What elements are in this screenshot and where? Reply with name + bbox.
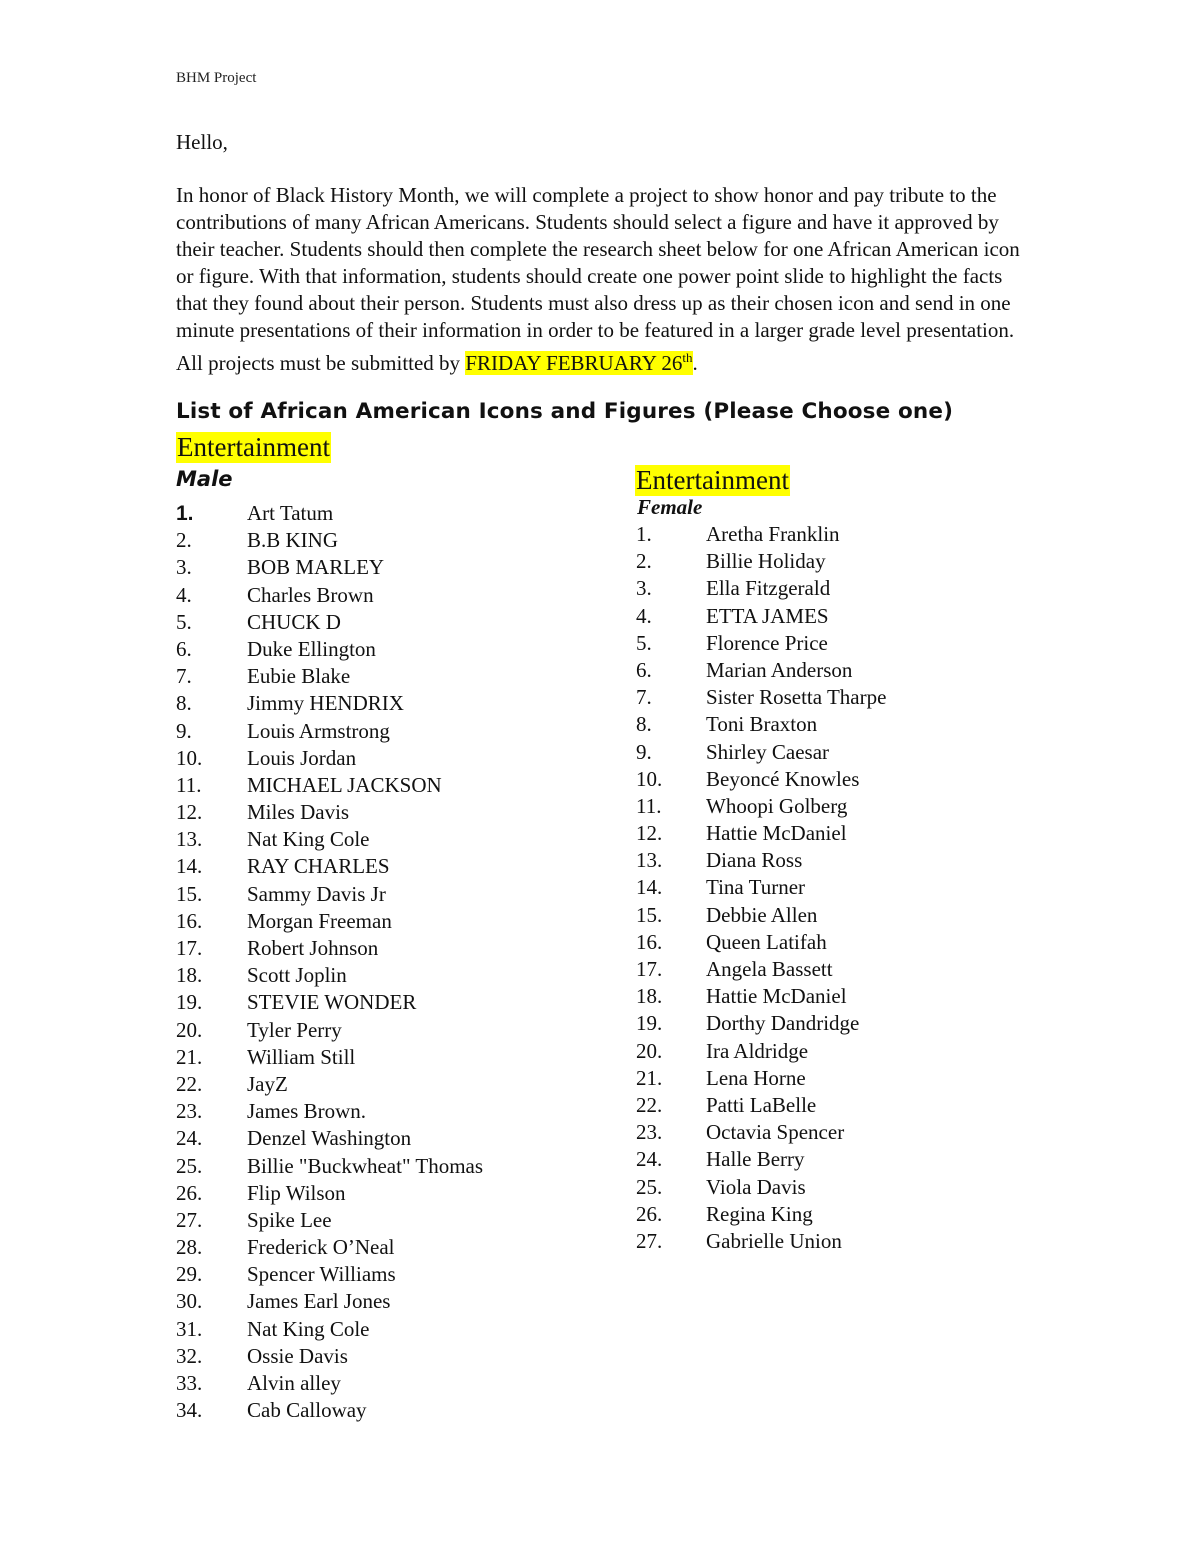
list-item	[636, 1038, 886, 1065]
list-item	[636, 1119, 886, 1146]
list-item	[636, 793, 886, 820]
list-item-number: 7.	[176, 664, 192, 689]
list-item	[636, 1146, 886, 1173]
list-item-number: 30.	[176, 1289, 203, 1314]
list-item-number: 3.	[636, 576, 652, 601]
list-item-number: 19.	[176, 990, 203, 1015]
list-item	[176, 1343, 483, 1370]
list-item-number: 27.	[636, 1228, 663, 1253]
list-item-number: 26.	[636, 1201, 663, 1226]
list-item-name: Alvin alley	[247, 1371, 341, 1395]
list-item-name: Hattie McDaniel	[706, 821, 847, 846]
list-item	[176, 1397, 483, 1424]
list-item	[636, 1065, 886, 1092]
list-item	[636, 929, 886, 956]
list-item	[176, 799, 483, 826]
list-item	[176, 908, 483, 935]
list-item	[176, 935, 483, 962]
list-item-name: Billie Holiday	[706, 549, 826, 574]
list-item	[176, 826, 483, 853]
list-item-number: 27.	[176, 1207, 203, 1232]
list-item-number: 4.	[636, 603, 652, 628]
list-item	[636, 684, 886, 711]
list-item-number: 22.	[176, 1071, 203, 1096]
page-header: BHM Project	[176, 70, 257, 86]
list-item-name: Angela Bassett	[706, 957, 833, 981]
list-item-number: 11.	[176, 772, 202, 797]
list-item	[176, 853, 483, 880]
list-item-number: 23.	[176, 1099, 203, 1124]
list-item	[636, 1092, 886, 1119]
list-item-name: Tyler Perry	[247, 1017, 342, 1042]
list-item	[176, 1071, 483, 1098]
list-item	[636, 711, 886, 738]
list-item-name: Shirley Caesar	[706, 739, 830, 764]
deadline-date: FRIDAY FEBRUARY 26	[465, 351, 683, 375]
list-item	[176, 1370, 483, 1397]
list-item-name: BOB MARLEY	[247, 555, 385, 580]
list-item-number: 2.	[636, 549, 652, 574]
list-item-name: B.B KING	[247, 528, 339, 553]
list-item	[176, 1125, 483, 1152]
list-item-name: Diana Ross	[706, 848, 803, 873]
list-item-number: 3.	[176, 555, 192, 580]
list-item-name: Marian Anderson	[706, 657, 853, 682]
list-item-name: CHUCK D	[247, 609, 341, 634]
list-item	[176, 962, 483, 989]
list-item	[636, 548, 886, 575]
deadline-highlight	[465, 351, 692, 375]
list-item	[176, 1098, 483, 1125]
list-item	[176, 989, 483, 1016]
list-item-name: Toni Braxton	[706, 712, 818, 737]
list-item-number: 17.	[176, 936, 203, 960]
intro-text: In honor of Black History Month, we will complete a project to show honor and pay tribute to the contributions of many African Americans. Students should select a figure and have it approved by their teacher. Students should then complete the research sheet below for one African American icon or figure. With that information, students should create one power point slide to highlight the facts that they found about their person. Students must also dress up as their chosen icon and send in one minute presentations of their information in order to be featured in a larger grade level presentation. All projects must be submitted by	[176, 183, 1020, 375]
list-item-name: Beyoncé Knowles	[706, 766, 860, 791]
list-item-number: 18.	[176, 963, 203, 988]
list-item-name: Louis Jordan	[247, 745, 357, 770]
list-item-name: Cab Calloway	[247, 1398, 367, 1423]
list-item	[176, 1044, 483, 1071]
list-item	[636, 956, 886, 983]
list-item-name: Denzel Washington	[247, 1126, 412, 1151]
list-item-number: 32.	[176, 1343, 203, 1368]
list-item-name: James Brown.	[247, 1099, 366, 1124]
list-item-name: Nat King Cole	[247, 827, 370, 852]
list-item	[176, 1207, 483, 1234]
list-item-number: 24.	[636, 1147, 663, 1172]
list-item-number: 34.	[176, 1398, 203, 1423]
list-item	[176, 881, 483, 908]
list-item	[636, 847, 886, 874]
list-item-number: 10.	[636, 766, 663, 791]
list-item-number: 22.	[636, 1092, 663, 1117]
list-item-number: 18.	[636, 984, 663, 1009]
intro-paragraph	[176, 182, 1026, 377]
list-item-number: 21.	[176, 1044, 203, 1069]
list-item-name: MICHAEL JACKSON	[247, 772, 442, 797]
list-item-number: 12.	[636, 821, 663, 846]
list-item	[636, 874, 886, 901]
list-item-name: Charles Brown	[247, 582, 374, 607]
list-item-number: 13.	[636, 848, 663, 873]
list-item-name: Ossie Davis	[247, 1343, 348, 1368]
list-item	[636, 820, 886, 847]
list-item-name: Patti LaBelle	[706, 1092, 817, 1117]
female-category-heading: Entertainment	[636, 465, 789, 495]
list-item-number: 16.	[636, 929, 663, 954]
list-item	[636, 902, 886, 929]
list-item	[176, 772, 483, 799]
list-item-name: Ella Fitzgerald	[706, 576, 831, 601]
list-item-number: 4.	[176, 582, 192, 607]
list-item	[176, 1017, 483, 1044]
list-item-name: Scott Joplin	[247, 963, 347, 988]
list-item-number: 29.	[176, 1262, 203, 1287]
list-item-number: 11.	[636, 793, 662, 818]
list-item-name: Sister Rosetta Tharpe	[706, 685, 887, 710]
list-item	[176, 527, 483, 554]
list-item	[636, 766, 886, 793]
list-item-name: Florence Price	[706, 630, 828, 655]
list-item	[636, 575, 886, 602]
list-item-name: Octavia Spencer	[706, 1120, 845, 1145]
list-title: List of African American Icons and Figures (Please Choose one)	[176, 399, 954, 424]
list-item-number: 9.	[176, 718, 192, 743]
list-item-name: Lena Horne	[706, 1065, 806, 1090]
male-list	[176, 500, 483, 1424]
list-item-number: 20.	[636, 1038, 663, 1063]
list-item-number: 33.	[176, 1371, 203, 1395]
list-item-number: 23.	[636, 1120, 663, 1145]
list-item-number: 5.	[176, 609, 192, 634]
list-item-name: Tina Turner	[706, 875, 806, 900]
list-item-name: Nat King Cole	[247, 1316, 370, 1341]
list-item-name: Aretha Franklin	[706, 522, 840, 546]
list-item-name: Art Tatum	[247, 501, 334, 525]
list-item-number: 8.	[176, 691, 192, 716]
list-item-name: Gabrielle Union	[706, 1228, 842, 1253]
list-item	[176, 1316, 483, 1343]
list-item	[176, 609, 483, 636]
list-item-number: 15.	[176, 881, 203, 906]
list-item-number: 19.	[636, 1011, 663, 1036]
list-item-name: Queen Latifah	[706, 929, 827, 954]
list-item-number: 15.	[636, 902, 663, 927]
list-item	[176, 500, 483, 527]
list-item-name: Robert Johnson	[247, 936, 379, 960]
list-item	[636, 1201, 886, 1228]
list-item	[636, 521, 886, 548]
list-item-name: Jimmy HENDRIX	[247, 691, 404, 716]
list-item	[636, 1010, 886, 1037]
list-item-number: 9.	[636, 739, 652, 764]
list-item-name: Frederick O’Neal	[247, 1235, 395, 1260]
female-subheading: Female	[637, 495, 703, 519]
male-subheading: Male	[176, 467, 233, 491]
male-category-heading: Entertainment	[177, 432, 330, 462]
list-item	[176, 1153, 483, 1180]
deadline-suffix: th	[682, 350, 693, 365]
list-item-number: 7.	[636, 685, 652, 710]
list-item-name: RAY CHARLES	[247, 854, 390, 879]
list-item-number: 1.	[176, 502, 194, 525]
list-item-number: 6.	[636, 657, 652, 682]
list-item-number: 14.	[176, 854, 203, 879]
list-item-name: Louis Armstrong	[247, 718, 390, 743]
list-item-number: 17.	[636, 957, 663, 981]
list-item	[176, 745, 483, 772]
list-item-name: Viola Davis	[706, 1174, 806, 1199]
list-item-name: Hattie McDaniel	[706, 984, 847, 1009]
list-item-number: 5.	[636, 630, 652, 655]
list-item-number: 12.	[176, 800, 203, 825]
list-item-number: 16.	[176, 908, 203, 933]
list-item-name: Regina King	[706, 1201, 813, 1226]
list-item-number: 25.	[636, 1174, 663, 1199]
female-list	[636, 521, 886, 1255]
list-item-number: 1.	[636, 522, 652, 546]
list-item	[636, 630, 886, 657]
list-item-name: JayZ	[247, 1071, 288, 1096]
list-item	[176, 1234, 483, 1261]
list-item-number: 14.	[636, 875, 663, 900]
list-item	[636, 739, 886, 766]
list-item	[176, 1261, 483, 1288]
list-item-number: 28.	[176, 1235, 203, 1260]
list-item-number: 13.	[176, 827, 203, 852]
list-item-name: Spencer Williams	[247, 1262, 396, 1287]
list-item-name: Duke Ellington	[247, 636, 376, 661]
list-item-number: 2.	[176, 528, 192, 553]
list-item	[636, 1228, 886, 1255]
list-item-number: 26.	[176, 1180, 203, 1205]
list-item-name: Billie "Buckwheat" Thomas	[247, 1153, 484, 1178]
list-item-name: William Still	[247, 1044, 356, 1069]
list-item-name: James Earl Jones	[247, 1289, 391, 1314]
list-item	[176, 1180, 483, 1207]
list-item-name: Ira Aldridge	[706, 1038, 809, 1063]
list-item	[176, 690, 483, 717]
list-item-name: Spike Lee	[247, 1207, 332, 1232]
list-item	[636, 983, 886, 1010]
list-item	[176, 554, 483, 581]
list-item-name: STEVIE WONDER	[247, 990, 417, 1015]
list-item-name: Whoopi Golberg	[706, 793, 848, 818]
list-item-number: 21.	[636, 1065, 663, 1090]
list-item-name: Dorthy Dandridge	[706, 1011, 860, 1036]
greeting: Hello,	[176, 130, 228, 154]
list-item-number: 6.	[176, 636, 192, 661]
list-item-name: Debbie Allen	[706, 902, 818, 927]
list-item	[636, 603, 886, 630]
list-item	[176, 718, 483, 745]
list-item	[176, 1288, 483, 1315]
list-item	[176, 663, 483, 690]
list-item-number: 25.	[176, 1153, 203, 1178]
list-item	[176, 636, 483, 663]
list-item-name: Halle Berry	[706, 1147, 805, 1172]
list-item-number: 10.	[176, 745, 203, 770]
list-item-name: ETTA JAMES	[706, 603, 829, 628]
list-item-name: Morgan Freeman	[247, 908, 392, 933]
list-item-name: Sammy Davis Jr	[247, 881, 386, 906]
list-item-name: Eubie Blake	[247, 664, 351, 689]
list-item-name: Flip Wilson	[247, 1180, 346, 1205]
list-item	[636, 1174, 886, 1201]
list-item-name: Miles Davis	[247, 800, 350, 825]
list-item-number: 20.	[176, 1017, 203, 1042]
list-item	[176, 582, 483, 609]
list-item	[636, 657, 886, 684]
list-item-number: 31.	[176, 1316, 203, 1341]
list-item-number: 24.	[176, 1126, 203, 1151]
intro-end: .	[692, 351, 698, 375]
list-item-number: 8.	[636, 712, 652, 737]
